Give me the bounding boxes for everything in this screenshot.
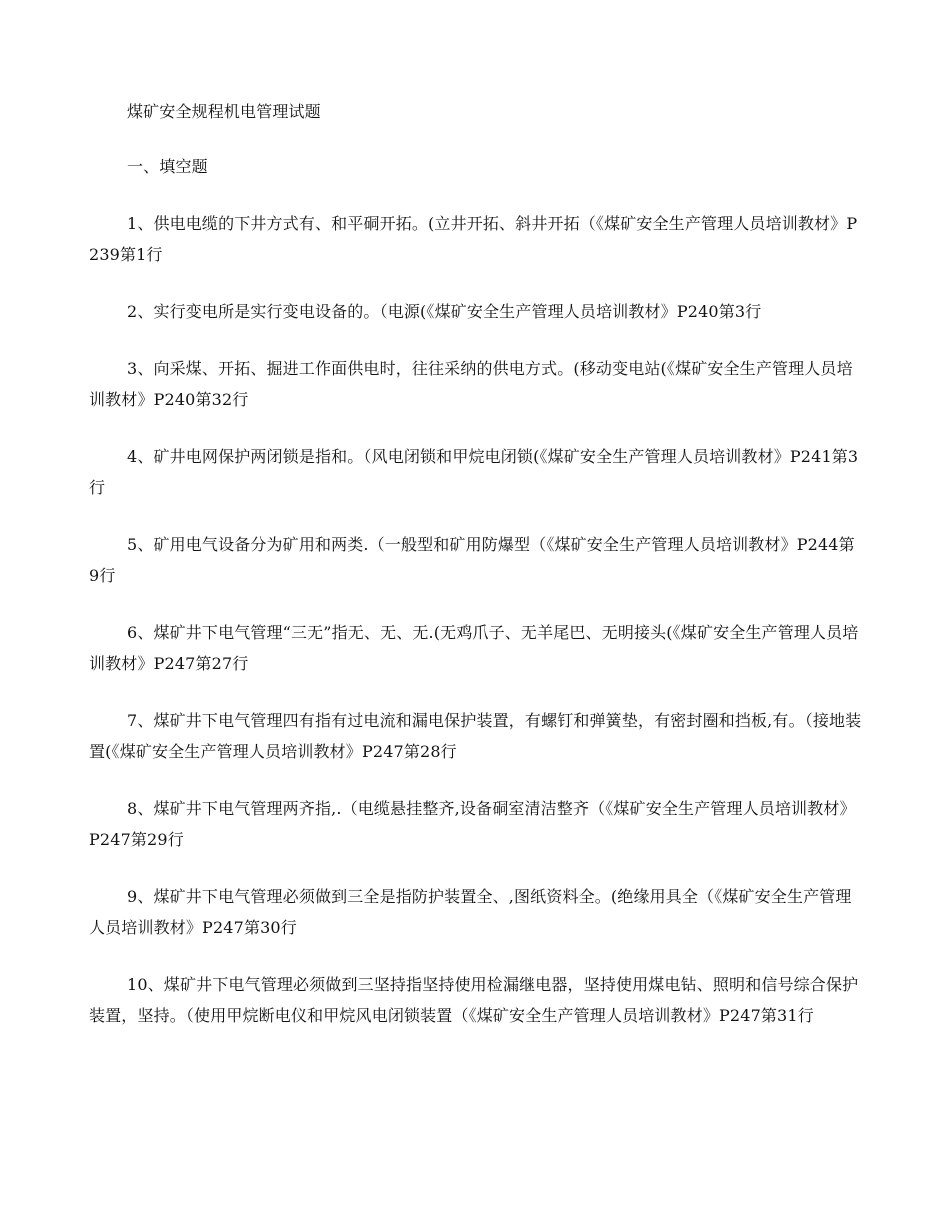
question-item: 3、向采煤、开拓、掘进工作面供电时，往往采纳的供电方式。(移动变电站(《煤矿安全生产管理人员培训教材》P240第32行 (89, 359, 853, 409)
document-body (89, 96, 862, 1031)
question-list (89, 208, 862, 1031)
question-item: 2、实行变电所是实行变电设备的。（电源(《煤矿安全生产管理人员培训教材》P240第3行 (127, 302, 762, 321)
question-item: 6、煤矿井下电气管理“三无”指无、无、无.(无鸡爪子、无羊尾巴、无明接头(《煤矿安全生产管理人员培训教材》P247第27行 (89, 623, 859, 673)
question-item: 1、供电电缆的下井方式有、和平硐开拓。(立井开拓、斜井开拓（《煤矿安全生产管理人员培训教材》P239第1行 (89, 214, 858, 264)
question-item: 9、煤矿井下电气管理必须做到三全是指防护装置全、,图纸资料全。(绝缘用具全（《煤矿安全生产管理人员培训教材》P247第30行 (89, 887, 852, 937)
question-item: 7、煤矿井下电气管理四有指有过电流和漏电保护装置，有螺钉和弹簧垫，有密封圈和挡板,有。（接地装置(《煤矿安全生产管理人员培训教材》P247第28行 (89, 711, 862, 761)
question-item: 5、矿用电气设备分为矿用和两类.（一般型和矿用防爆型（《煤矿安全生产管理人员培训教材》P244第9行 (89, 535, 855, 585)
section-heading: 一、填空题 (127, 157, 208, 176)
question-item: 4、矿井电网保护两闭锁是指和。（风电闭锁和甲烷电闭锁(《煤矿安全生产管理人员培训教材》P241第3行 (89, 447, 859, 497)
question-item: 8、煤矿井下电气管理两齐指,.（电缆悬挂整齐,设备硐室清洁整齐（《煤矿安全生产管理人员培训教材》P247第29行 (89, 799, 856, 849)
document-title: 煤矿安全规程机电管理试题 (127, 102, 321, 121)
question-item: 10、煤矿井下电气管理必须做到三坚持指坚持使用检漏继电器，坚持使用煤电钻、照明和信号综合保护装置，坚持。（使用甲烷断电仪和甲烷风电闭锁装置（《煤矿安全生产管理人员培训教材》P247第31行 (89, 975, 859, 1025)
